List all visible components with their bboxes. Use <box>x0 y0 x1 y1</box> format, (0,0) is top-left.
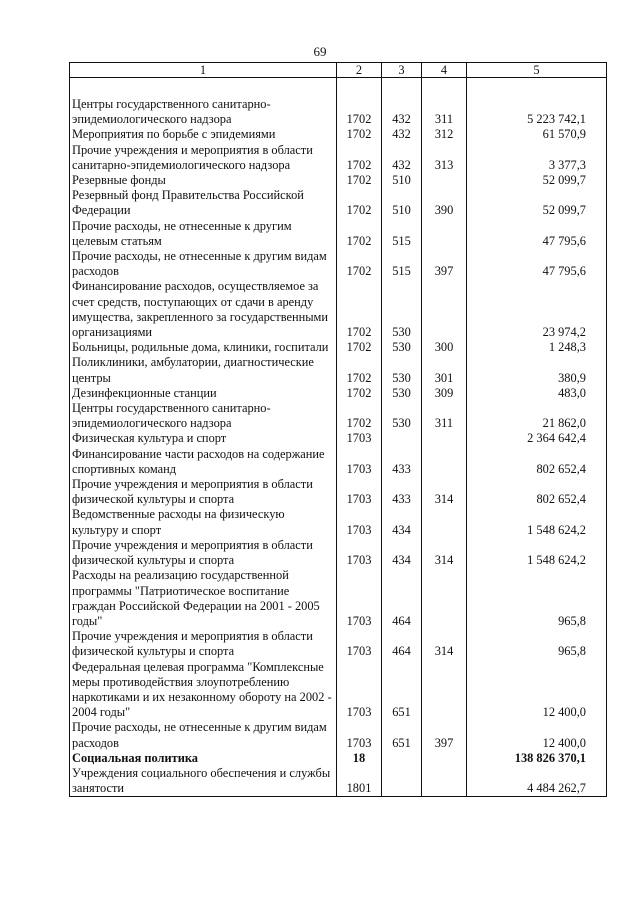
row-expense-type-code: 309 <box>422 386 467 401</box>
table-row <box>70 355 607 385</box>
row-section-code: 1702 <box>337 279 382 340</box>
row-name: Дезинфекционные станции <box>70 386 337 401</box>
row-section-code: 1801 <box>337 766 382 797</box>
row-name: Прочие расходы, не отнесенные к другим видам расходов <box>70 249 337 279</box>
row-section-code: 1703 <box>337 447 382 477</box>
row-target-article-code: 530 <box>382 355 422 385</box>
column-header-target-article: 3 <box>382 63 422 78</box>
row-expense-type-code: 300 <box>422 340 467 355</box>
table-row <box>70 279 607 340</box>
row-amount: 138 826 370,1 <box>467 751 607 766</box>
row-expense-type-code: 314 <box>422 538 467 568</box>
row-section-code: 1702 <box>337 219 382 249</box>
row-amount: 3 377,3 <box>467 143 607 173</box>
row-amount: 1 248,3 <box>467 340 607 355</box>
column-header-expense-type: 4 <box>422 63 467 78</box>
row-amount: 802 652,4 <box>467 447 607 477</box>
row-target-article-code: 432 <box>382 127 422 142</box>
table-row <box>70 97 607 127</box>
column-header-section: 2 <box>337 63 382 78</box>
row-name: Прочие учреждения и мероприятия в области санитарно-эпидемиологического надзора <box>70 143 337 173</box>
row-target-article-code: 515 <box>382 249 422 279</box>
table-row <box>70 401 607 431</box>
row-target-article-code: 433 <box>382 477 422 507</box>
row-expense-type-code: 390 <box>422 188 467 218</box>
row-amount: 52 099,7 <box>467 173 607 188</box>
table-row <box>70 127 607 142</box>
row-target-article-code <box>382 751 422 766</box>
row-amount: 2 364 642,4 <box>467 431 607 446</box>
table-row <box>70 386 607 401</box>
row-section-code: 1703 <box>337 477 382 507</box>
row-section-code: 1703 <box>337 629 382 659</box>
row-amount: 1 548 624,2 <box>467 507 607 537</box>
row-target-article-code: 432 <box>382 97 422 127</box>
row-section-code: 1702 <box>337 173 382 188</box>
row-expense-type-code <box>422 173 467 188</box>
column-header-amount: 5 <box>467 63 607 78</box>
row-expense-type-code: 397 <box>422 720 467 750</box>
row-expense-type-code: 397 <box>422 249 467 279</box>
row-name: Социальная политика <box>70 751 337 766</box>
row-section-code: 1702 <box>337 340 382 355</box>
row-expense-type-code: 301 <box>422 355 467 385</box>
row-expense-type-code: 311 <box>422 97 467 127</box>
row-name: Расходы на реализацию государственной программы "Патриотическое воспитание граждан Российской Федерации на 2001 - 2005 годы" <box>70 568 337 629</box>
row-name: Финансирование расходов, осуществляемое за счет средств, поступающих от сдачи в аренду имущества, закрепленного за государственными организациями <box>70 279 337 340</box>
row-section-code: 1702 <box>337 249 382 279</box>
row-amount: 47 795,6 <box>467 219 607 249</box>
row-section-code: 1703 <box>337 660 382 721</box>
row-expense-type-code <box>422 279 467 340</box>
row-target-article-code: 651 <box>382 660 422 721</box>
table-row <box>70 249 607 279</box>
column-header-row <box>70 63 607 78</box>
row-amount: 5 223 742,1 <box>467 97 607 127</box>
row-section-code: 1703 <box>337 507 382 537</box>
row-expense-type-code <box>422 507 467 537</box>
row-expense-type-code: 312 <box>422 127 467 142</box>
row-name: Больницы, родильные дома, клиники, госпитали <box>70 340 337 355</box>
row-name: Прочие учреждения и мероприятия в области физической культуры и спорта <box>70 477 337 507</box>
row-name: Финансирование части расходов на содержание спортивных команд <box>70 447 337 477</box>
row-target-article-code: 530 <box>382 340 422 355</box>
row-name: Федеральная целевая программа "Комплексные меры противодействия злоупотреблению наркотиками и их незаконному обороту на 2002 - 2004 годы" <box>70 660 337 721</box>
row-target-article-code: 433 <box>382 447 422 477</box>
table-row <box>70 538 607 568</box>
row-section-code: 1702 <box>337 127 382 142</box>
row-name: Прочие расходы, не отнесенные к другим видам расходов <box>70 720 337 750</box>
row-target-article-code <box>382 431 422 446</box>
row-target-article-code: 530 <box>382 386 422 401</box>
row-target-article-code: 464 <box>382 629 422 659</box>
row-section-code: 1703 <box>337 431 382 446</box>
row-target-article-code: 515 <box>382 219 422 249</box>
row-section-code: 1702 <box>337 386 382 401</box>
row-amount: 12 400,0 <box>467 660 607 721</box>
row-expense-type-code <box>422 751 467 766</box>
row-expense-type-code: 314 <box>422 477 467 507</box>
table-row <box>70 720 607 750</box>
table-row <box>70 219 607 249</box>
table-row <box>70 568 607 629</box>
row-amount: 1 548 624,2 <box>467 538 607 568</box>
row-name: Центры государственного санитарно-эпидемиологического надзора <box>70 401 337 431</box>
row-amount: 4 484 262,7 <box>467 766 607 797</box>
row-expense-type-code: 313 <box>422 143 467 173</box>
row-target-article-code: 510 <box>382 188 422 218</box>
table-row <box>70 507 607 537</box>
row-name: Прочие учреждения и мероприятия в области физической культуры и спорта <box>70 629 337 659</box>
row-name: Резервный фонд Правительства Российской Федерации <box>70 188 337 218</box>
row-expense-type-code <box>422 219 467 249</box>
row-expense-type-code <box>422 431 467 446</box>
row-expense-type-code <box>422 568 467 629</box>
row-amount: 965,8 <box>467 568 607 629</box>
row-section-code: 1702 <box>337 143 382 173</box>
row-target-article-code: 434 <box>382 507 422 537</box>
row-target-article-code: 651 <box>382 720 422 750</box>
row-section-code: 18 <box>337 751 382 766</box>
row-expense-type-code <box>422 447 467 477</box>
row-expense-type-code: 314 <box>422 629 467 659</box>
row-name: Прочие учреждения и мероприятия в области физической культуры и спорта <box>70 538 337 568</box>
table-row <box>70 751 607 766</box>
row-amount: 21 862,0 <box>467 401 607 431</box>
row-amount: 12 400,0 <box>467 720 607 750</box>
table-row <box>70 173 607 188</box>
row-section-code: 1703 <box>337 538 382 568</box>
row-name: Прочие расходы, не отнесенные к другим целевым статьям <box>70 219 337 249</box>
row-target-article-code <box>382 766 422 797</box>
row-name: Мероприятия по борьбе с эпидемиями <box>70 127 337 142</box>
row-section-code: 1702 <box>337 188 382 218</box>
row-name: Ведомственные расходы на физическую культуру и спорт <box>70 507 337 537</box>
row-expense-type-code: 311 <box>422 401 467 431</box>
table-row <box>70 143 607 173</box>
table-row <box>70 431 607 446</box>
table-row <box>70 447 607 477</box>
row-section-code: 1703 <box>337 720 382 750</box>
column-header-name: 1 <box>70 63 337 78</box>
table-row <box>70 340 607 355</box>
row-section-code: 1702 <box>337 355 382 385</box>
budget-table <box>69 62 607 797</box>
row-target-article-code: 530 <box>382 279 422 340</box>
row-target-article-code: 434 <box>382 538 422 568</box>
table-body <box>70 78 607 797</box>
row-name: Физическая культура и спорт <box>70 431 337 446</box>
row-section-code: 1703 <box>337 568 382 629</box>
row-name: Резервные фонды <box>70 173 337 188</box>
table-row <box>70 188 607 218</box>
row-target-article-code: 510 <box>382 173 422 188</box>
row-name: Поликлиники, амбулатории, диагностические центры <box>70 355 337 385</box>
spacer-row <box>70 78 607 98</box>
table-row <box>70 766 607 797</box>
page-number: 69 <box>313 44 327 59</box>
row-amount: 52 099,7 <box>467 188 607 218</box>
row-amount: 61 570,9 <box>467 127 607 142</box>
row-amount: 483,0 <box>467 386 607 401</box>
row-amount: 23 974,2 <box>467 279 607 340</box>
table-row <box>70 477 607 507</box>
row-amount: 47 795,6 <box>467 249 607 279</box>
row-name: Центры государственного санитарно-эпидемиологического надзора <box>70 97 337 127</box>
row-target-article-code: 530 <box>382 401 422 431</box>
row-section-code: 1702 <box>337 401 382 431</box>
table-row <box>70 660 607 721</box>
table-row <box>70 629 607 659</box>
row-amount: 380,9 <box>467 355 607 385</box>
row-section-code: 1702 <box>337 97 382 127</box>
row-target-article-code: 464 <box>382 568 422 629</box>
row-expense-type-code <box>422 766 467 797</box>
row-name: Учреждения социального обеспечения и службы занятости <box>70 766 337 797</box>
row-target-article-code: 432 <box>382 143 422 173</box>
row-expense-type-code <box>422 660 467 721</box>
row-amount: 802 652,4 <box>467 477 607 507</box>
row-amount: 965,8 <box>467 629 607 659</box>
